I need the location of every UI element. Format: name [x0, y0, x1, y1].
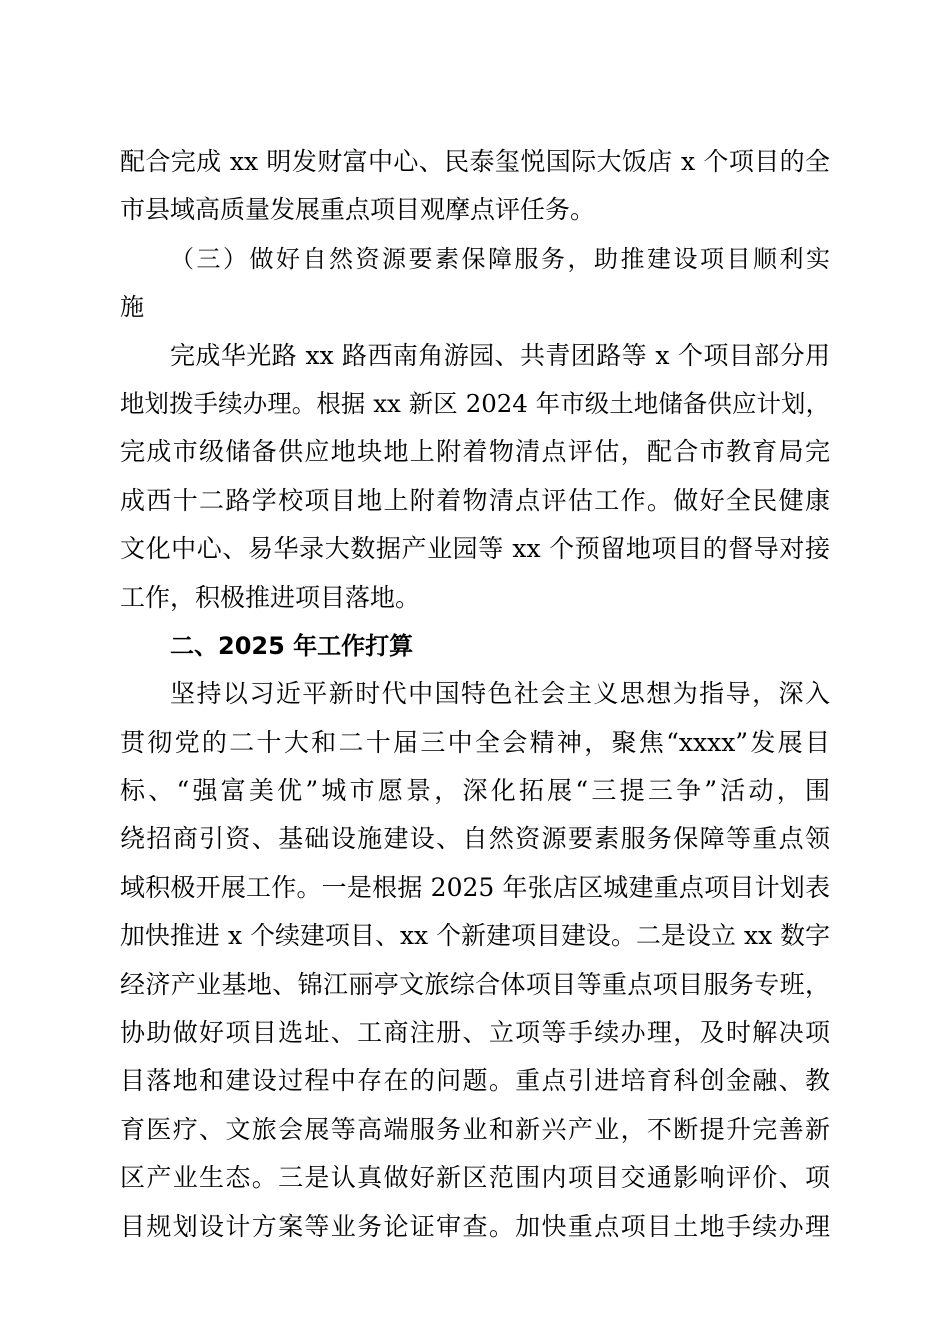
paragraph-project-review: [120, 138, 830, 235]
subheading-line: 施: [120, 293, 144, 322]
text-line: 地划拨手续办理。根据 xx 新区 2024 年市级土地储备供应计划，: [120, 388, 830, 418]
paragraph-2025-plan: [120, 670, 830, 1251]
section-heading-2025-plan: 二、2025 年工作打算: [170, 631, 414, 660]
text-line: 成西十二路学校项目地上附着物清点评估工作。做好全民健康: [120, 485, 830, 515]
text-line: 标、“强富美优”城市愿景，深化拓展“三提三争”活动，围: [120, 776, 830, 806]
text-line: 贯彻党的二十大和二十届三中全会精神，聚焦“xxxx”发展目: [120, 727, 830, 757]
text-line: 绕招商引资、基础设施建设、自然资源要素服务保障等重点领: [120, 824, 830, 854]
text-line: 工作，积极推进项目落地。: [120, 582, 421, 612]
text-line: 育医疗、文旅会展等高端服务业和新兴产业，不断提升完善新: [120, 1114, 830, 1144]
text-line: 完成市级储备供应地块地上附着物清点评估，配合市教育局完: [120, 437, 830, 467]
text-line: 完成华光路 xx 路西南角游园、共青团路等 x 个项目部分用: [170, 340, 830, 370]
text-line: 文化中心、易华录大数据产业园等 xx 个预留地项目的督导对接: [120, 534, 830, 564]
text-line: 坚持以习近平新时代中国特色社会主义思想为指导，深入: [170, 679, 830, 709]
text-line: 经济产业基地、锦江丽亭文旅综合体项目等重点项目服务专班，: [120, 969, 830, 999]
paragraph-land-procedures: [120, 332, 830, 622]
text-line: 目规划设计方案等业务论证审查。加快重点项目土地手续办理: [120, 1211, 830, 1241]
text-line: 目落地和建设过程中存在的问题。重点引进培育科创金融、教: [120, 1066, 830, 1096]
text-line: 加快推进 x 个续建项目、xx 个新建项目建设。二是设立 xx 数字: [120, 921, 830, 951]
text-line: 配合完成 xx 明发财富中心、民泰玺悦国际大饭店 x 个项目的全: [120, 147, 830, 176]
document-body: [120, 138, 830, 1251]
subheading-line: （三）做好自然资源要素保障服务，助推建设项目顺利实: [170, 244, 830, 273]
text-line: 市县域高质量发展重点项目观摩点评任务。: [120, 195, 596, 225]
text-line: 协助做好项目选址、工商注册、立项等手续办理，及时解决项: [120, 1018, 830, 1048]
text-line: 域积极开展工作。一是根据 2025 年张店区城建重点项目计划表: [120, 872, 830, 902]
text-line: 区产业生态。三是认真做好新区范围内项目交通影响评价、项: [120, 1163, 830, 1193]
subheading-resource-guarantee: [120, 235, 830, 332]
